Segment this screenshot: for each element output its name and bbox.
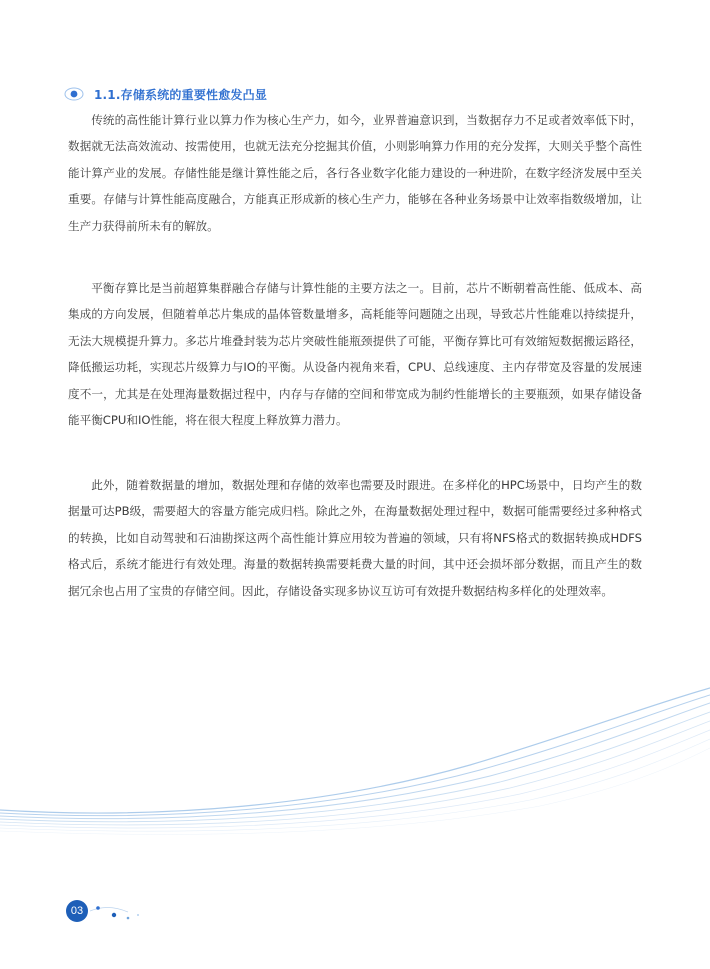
- page-number-footer: [66, 898, 146, 924]
- section-heading: [64, 84, 267, 104]
- body-paragraph-3: 此外，随着数据量的增加，数据处理和存储的效率也需要及时跟进。在多样化的HPC场景中，日均产生的数据量可达PB级，需要超大的容量方能完成归档。除此之外，在海量数据处理过程中，数据可能需要经过多种格式的转换，比如自动驾驶和石油勘探这两个高性能计算应用较为普遍的领域，只有将NFS格式的数据转换成HDFS格式后，系统才能进行有效处理。海量的数据转换需要耗费大量的时间，其中还会损坏部分数据，而且产生的数据冗余也占用了宝贵的存储空间。因此，存储设备实现多协议互访可有效提升数据结构多样化的处理效率。: [68, 478, 642, 598]
- section-title: 1.1.存储系统的重要性愈发凸显: [94, 87, 268, 102]
- body-paragraph-2: 平衡存算比是当前超算集群融合存储与计算性能的主要方法之一。目前，芯片不断朝着高性能、低成本、高集成的方向发展，但随着单芯片集成的晶体管数量增多，高耗能等问题随之出现，导致芯片性能难以持续提升，无法大规模提升算力。多芯片堆叠封装为芯片突破性能瓶颈提供了可能，平衡存算比可有效缩短数据搬运路径，降低搬运功耗，实现芯片级算力与IO的平衡。从设备内视角来看，CPU、总线速度、主内存带宽及容量的发展速度不一，尤其是在处理海量数据过程中，内存与存储的空间和带宽成为制约性能增长的主要瓶颈，如果存储设备能平衡CPU和IO性能，将在很大程度上释放算力潜力。: [68, 281, 642, 428]
- page-number: 03: [66, 900, 88, 922]
- target-bullet-icon: [64, 87, 84, 101]
- wave-line-decoration: [0, 670, 710, 840]
- decorative-dots-icon: [88, 898, 148, 924]
- body-paragraph-1: 传统的高性能计算行业以算力作为核心生产力，如今，业界普遍意识到，当数据存力不足或者效率低下时，数据就无法高效流动、按需使用，也就无法充分挖掘其价值，小则影响算力作用的充分发挥，大则关乎整个高性能计算产业的发展。存储性能是继计算性能之后，各行各业数字化能力建设的一种进阶，在数字经济发展中至关重要。存储与计算性能高度融合，方能真正形成新的核心生产力，能够在各种业务场景中让效率指数级增加，让生产力获得前所未有的解放。: [68, 113, 642, 233]
